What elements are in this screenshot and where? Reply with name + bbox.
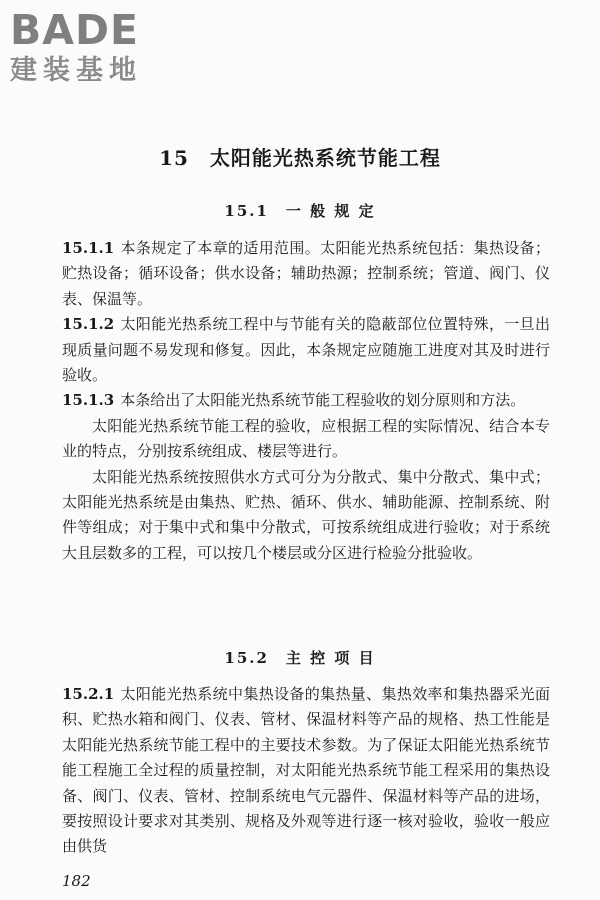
clause-text: 太阳能光热系统中集热设备的集热量、集热效率和集热器采光面积、贮热水箱和阀门、仪表、管材、保温材料等产品的规格、热工性能是太阳能光热系统节能工程中的主要技术参数。为了保证太阳能光热系统节能工程施工全过程的质量控制，对太阳能光热系统节能工程采用的集热设备、阀门、仪表、管材、控制系统电气元器件、保温材料等产品的进场，要按照设计要求对其类别、规格及外观等进行逐一核对验收，验收一般应由供货 [62, 685, 550, 856]
page-number: 182 [62, 872, 91, 890]
clause-paragraph [62, 682, 550, 860]
clause-number: 15.2.1 [62, 685, 115, 703]
clause-text: 太阳能光热系统工程中与节能有关的隐蔽部位位置特殊，一旦出现质量问题不易发现和修复。因此，本条规定应随施工进度对其及时进行验收。 [62, 315, 550, 385]
clause-paragraph [62, 312, 550, 388]
clause-number: 15.1.1 [62, 239, 115, 257]
publisher-logo [10, 8, 180, 88]
clause-paragraph [62, 236, 550, 312]
logo-subtitle: 建装基地 [10, 55, 142, 86]
clause-text: 本条给出了太阳能光热系统节能工程验收的划分原则和方法。 [120, 391, 526, 410]
chapter-title: 15 太阳能光热系统节能工程 [159, 146, 441, 170]
clause-number: 15.1.2 [62, 315, 115, 334]
section-title-15-2: 15.2 主 控 项 目 [224, 649, 376, 667]
section-15-2-body [62, 682, 550, 860]
section-15-1-body [62, 236, 550, 566]
clause-number: 15.1.3 [62, 391, 115, 410]
clause-paragraph [62, 388, 550, 413]
section-title-15-1: 15.1 一 般 规 定 [224, 202, 376, 220]
body-paragraph: 太阳能光热系统按照供水方式可分为分散式、集中分散式、集中式；太阳能光热系统是由集热、贮热、循环、供水、辅助能源、控制系统、附件等组成；对于集中式和集中分散式，可按系统组成进行验收；对于系统大且层数多的工程，可以按几个楼层或分区进行检验分批验收。 [62, 467, 550, 562]
clause-text: 本条规定了本章的适用范围。太阳能光热系统包括：集热设备；贮热设备；循环设备；供水设备；辅助热源；控制系统；管道、阀门、仪表、保温等。 [62, 239, 550, 308]
logo-mark: BADE [10, 6, 140, 54]
body-paragraph: 太阳能光热系统节能工程的验收，应根据工程的实际情况、结合本专业的特点，分别按系统组成、楼层等进行。 [62, 416, 550, 461]
